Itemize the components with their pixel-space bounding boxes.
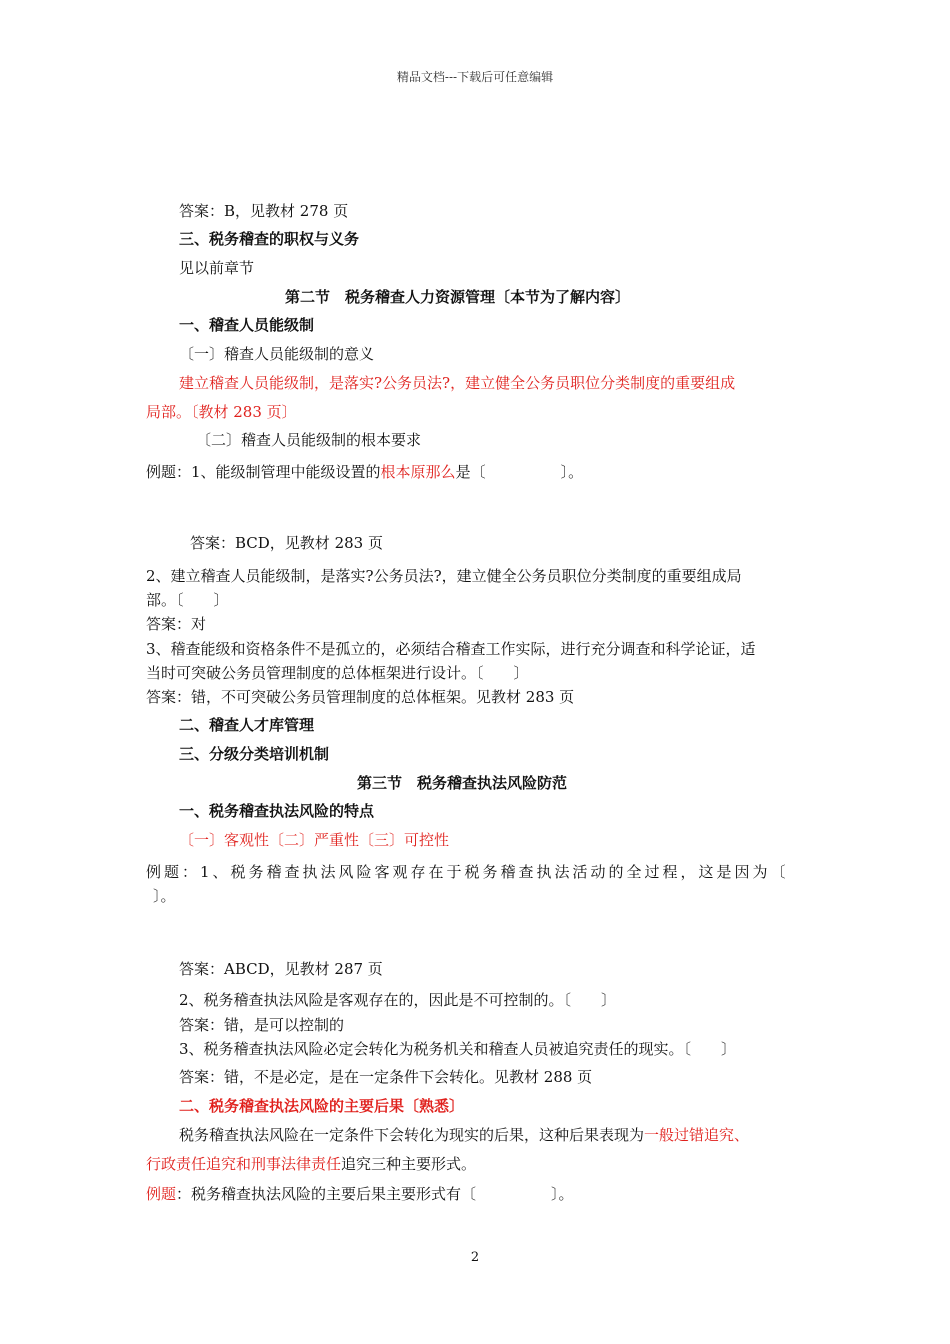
question-line: 3、税务稽查执法风险必定会转化为税务机关和稽查人员被追究责任的现实。〔 〕 [179, 1040, 737, 1058]
question-line: 2、税务稽查执法风险是客观存在的，因此是不可控制的。〔 〕 [179, 991, 617, 1009]
example-text: 是〔 〕。 [455, 463, 584, 481]
highlight-line: 建立稽查人员能级制，是落实?公务员法?，建立健全公务员职位分类制度的重要组成 [179, 374, 736, 392]
paragraph-line [179, 1125, 749, 1145]
highlight-text: 根本原那么 [380, 463, 456, 481]
example-text: ：税务稽查执法风险的主要后果主要形式有〔 〕。 [176, 1185, 574, 1203]
heading-2: 二、稽查人才库管理 [179, 716, 315, 734]
heading-1: 一、稽查人员能级制 [179, 316, 315, 334]
answer-line: 答案：对 [146, 615, 207, 633]
example-text: 例题：1、能级制管理中能级设置的 [146, 463, 381, 481]
question-line: 部。〔 〕 [146, 591, 229, 609]
answer-line: 答案：BCD，见教材 283 页 [190, 534, 383, 552]
highlight-text: 一般过错追究、 [644, 1126, 750, 1144]
question-line: 2、建立稽查人员能级制，是落实?公务员法?，建立健全公务员职位分类制度的重要组成局 [146, 567, 742, 585]
example-line [146, 1184, 574, 1204]
example-line: 例题：1、税务稽查执法风险客观存在于税务稽查执法活动的全过程，这是因为〔 [146, 863, 789, 881]
page-header: 精品文档---下载后可任意编辑 [396, 70, 554, 84]
example-line: 〕。 [153, 887, 176, 905]
question-line: 当时可突破公务员管理制度的总体框架进行设计。〔 〕 [146, 664, 529, 682]
section-title: 第三节 税务稽查执法风险防范 [357, 774, 568, 792]
highlight-line: 〔一〕客观性〔二〕严重性〔三〕可控性 [179, 831, 450, 849]
text-line: 见以前章节 [179, 259, 255, 277]
subheading: 〔一〕稽查人员能级制的意义 [179, 345, 375, 363]
heading-3: 三、分级分类培训机制 [179, 745, 330, 763]
example-label: 例题 [146, 1185, 177, 1203]
answer-line: 答案：错，不可突破公务员管理制度的总体框架。见教材 283 页 [146, 688, 575, 706]
highlight-text: 行政责任追究和刑事法律责任 [146, 1155, 342, 1173]
example-line [146, 462, 583, 482]
answer-line: 答案：B，见教材 278 页 [179, 202, 349, 220]
answer-line: 答案：错，不是必定，是在一定条件下会转化。见教材 288 页 [179, 1068, 593, 1086]
heading-2: 二、税务稽查执法风险的主要后果〔熟悉〕 [179, 1097, 465, 1115]
section-title: 第二节 税务稽查人力资源管理〔本节为了解内容〕 [285, 288, 631, 306]
heading-3: 三、税务稽查的职权与义务 [179, 230, 360, 248]
question-line: 3、稽查能级和资格条件不是孤立的，必须结合稽查工作实际，进行充分调查和科学论证，适 [146, 640, 756, 658]
subheading: 〔二〕稽查人员能级制的根本要求 [196, 431, 422, 449]
page-number: 2 [470, 1250, 480, 1265]
heading-1: 一、税务稽查执法风险的特点 [179, 802, 375, 820]
paragraph-line [146, 1154, 476, 1174]
answer-line: 答案：ABCD，见教材 287 页 [179, 960, 383, 978]
paragraph-text: 追究三种主要形式。 [341, 1155, 477, 1173]
answer-line: 答案：错，是可以控制的 [179, 1016, 345, 1034]
paragraph-text: 税务稽查执法风险在一定条件下会转化为现实的后果，这种后果表现为 [179, 1126, 645, 1144]
highlight-line: 局部。〔教材 283 页〕 [146, 403, 297, 421]
